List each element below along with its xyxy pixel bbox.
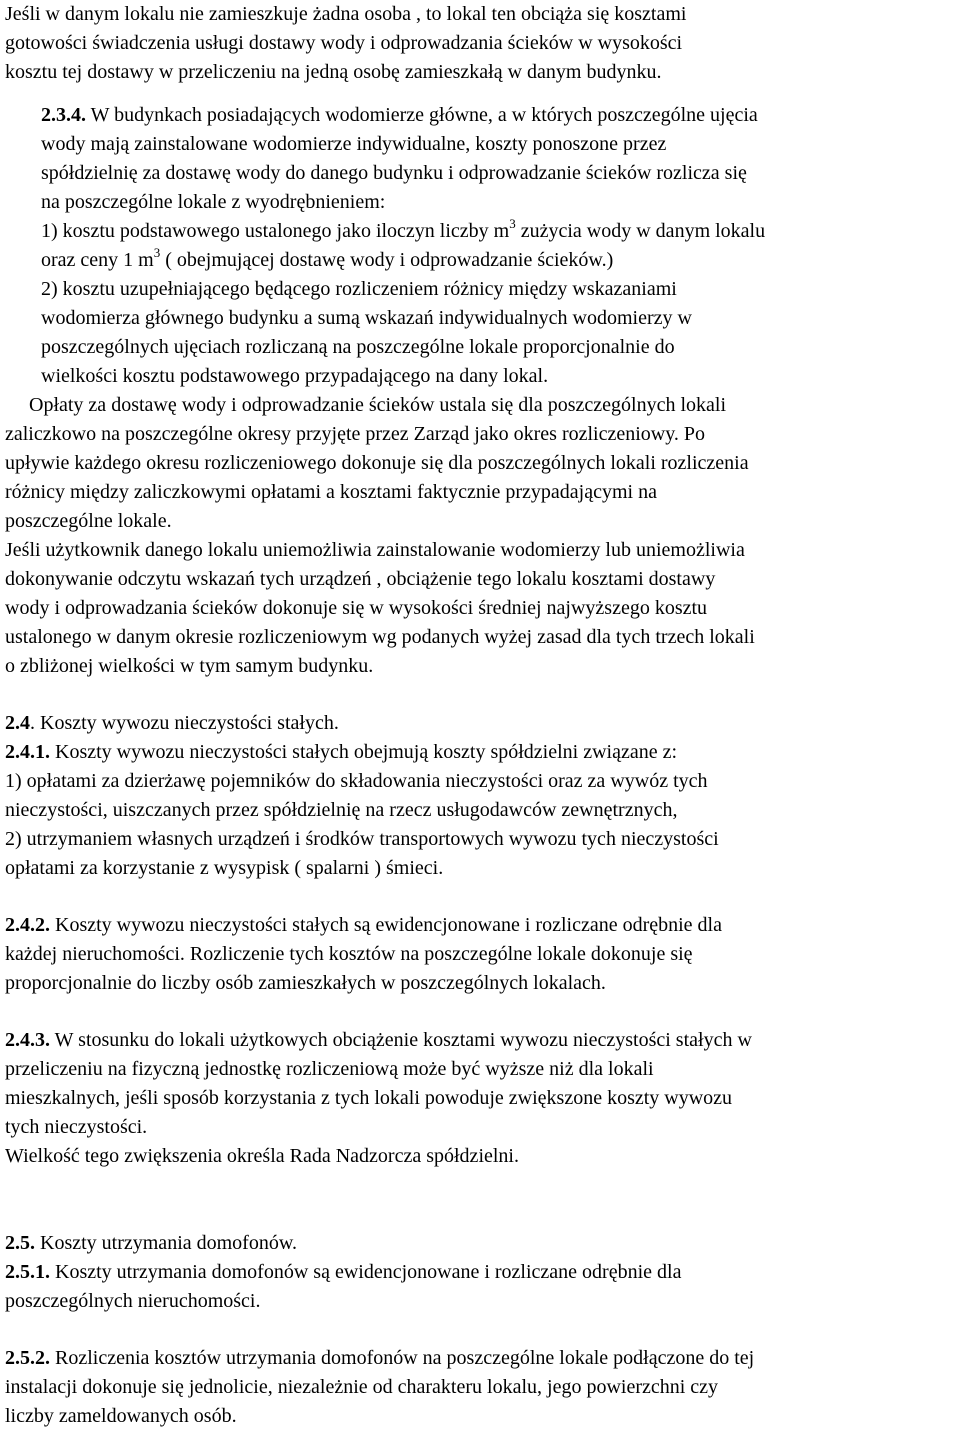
section-text: Koszty wywozu nieczystości stałych są ewidencjonowane i rozliczane odrębnie dla <box>50 914 722 936</box>
text-line: spółdzielnię za dostawę wody do danego budynku i odprowadzanie ścieków rozlicza się <box>41 162 747 184</box>
text-line: różnicy między zaliczkowymi opłatami a kosztami faktycznie przypadającymi na <box>5 481 657 503</box>
section-number: 2.4.3. <box>5 1029 50 1051</box>
section-2-4 <box>5 709 955 738</box>
spacer <box>5 998 955 1026</box>
section-2-5-1 <box>5 1258 955 1316</box>
section-number: 2.4.2. <box>5 914 50 936</box>
section-number: 2.5.1. <box>5 1261 50 1283</box>
section-number: 2.5.2. <box>5 1347 50 1369</box>
text-line: o zbliżonej wielkości w tym samym budynku. <box>5 655 374 677</box>
spacer <box>5 1316 955 1344</box>
section-text: W budynkach posiadających wodomierze główne, a w których poszczególne ujęcia <box>86 104 758 126</box>
text-line: Wielkość tego zwiększenia określa Rada Nadzorcza spółdzielni. <box>5 1145 519 1167</box>
text-line: opłatami za korzystanie z wysypisk ( spalarni ) śmieci. <box>5 857 444 879</box>
spacer <box>5 87 955 101</box>
text-line: zaliczkowo na poszczególne okresy przyjęte przez Zarząd jako okres rozliczeniowy. Po <box>5 423 706 445</box>
text-line: liczby zameldowanych osób. <box>5 1405 237 1427</box>
paragraph-intro <box>5 0 955 87</box>
section-number: 2.3.4. <box>41 104 86 126</box>
document-page <box>5 0 955 1431</box>
list-item-1: 1) kosztu podstawowego ustalonego jako iloczyn liczby $m^3$ zużycia wody w danym lokalu <box>41 216 766 242</box>
section-text: Rozliczenia kosztów utrzymania domofonów na poszczególne lokale podłączone do tej <box>50 1347 755 1369</box>
text-line: Opłaty za dostawę wody i odprowadzanie ścieków ustala się dla poszczególnych lokali <box>29 394 727 416</box>
text-line: dokonywanie odczytu wskazań tych urządzeń , obciążenie tego lokalu kosztami dostawy <box>5 568 716 590</box>
text-line: poszczególnych nieruchomości. <box>5 1290 261 1312</box>
section-heading-line <box>5 709 955 738</box>
text-line: Jeśli użytkownik danego lokalu uniemożliwia zainstalowanie wodomierzy lub uniemożliwia <box>5 539 745 561</box>
paragraph-oplaty <box>5 391 955 536</box>
section-heading-line <box>5 911 955 940</box>
section-2-4-3 <box>5 1026 955 1171</box>
text-line: 2) utrzymaniem własnych urządzeń i środków transportowych wywozu tych nieczystości <box>5 828 719 850</box>
section-number: 2.4.1. <box>5 741 50 763</box>
section-2-5-2 <box>5 1344 955 1431</box>
spacer <box>5 883 955 911</box>
text-line: tych nieczystości. <box>5 1116 148 1138</box>
paragraph-jesli <box>5 536 955 681</box>
text-line: kosztu tej dostawy w przeliczeniu na jedną osobę zamieszkałą w danym budynku. <box>5 61 662 83</box>
text-line: proporcjonalnie do liczby osób zamieszkałych w poszczególnych lokalach. <box>5 972 606 994</box>
list-item-1-cont: oraz ceny 1 $m^3$ ( obejmującej dostawę wody i odprowadzanie ścieków.) <box>41 245 614 271</box>
text-line: przeliczeniu na fizyczną jednostkę rozliczeniową może być wyższe niż dla lokali <box>5 1058 654 1080</box>
section-text: Koszty utrzymania domofonów. <box>35 1232 297 1254</box>
text-line: poszczególnych ujęciach rozliczaną na poszczególne lokale proporcjonalnie do <box>41 336 675 358</box>
text-line: poszczególne lokale. <box>5 510 172 532</box>
text-line: wody i odprowadzania ścieków dokonuje się w wysokości średniej najwyższego kosztu <box>5 597 708 619</box>
text-line: gotowości świadczenia usługi dostawy wody i odprowadzania ścieków w wysokości <box>5 32 683 54</box>
text-line: mieszkalnych, jeśli sposób korzystania z tych lokali powoduje zwiększone koszty wywozu <box>5 1087 733 1109</box>
section-heading-line <box>5 1344 955 1373</box>
section-text: W stosunku do lokali użytkowych obciążenie kosztami wywozu nieczystości stałych w <box>50 1029 752 1051</box>
section-text: Koszty utrzymania domofonów są ewidencjonowane i rozliczane odrębnie dla <box>50 1261 682 1283</box>
spacer <box>5 681 955 709</box>
section-text: Koszty wywozu nieczystości stałych obejmują koszty spółdzielni związane z: <box>50 741 678 763</box>
text-line: ustalonego w danym okresie rozliczeniowym wg podanych wyżej zasad dla tych trzech lokali <box>5 626 755 648</box>
section-2-4-2 <box>5 911 955 998</box>
section-2-3-4 <box>5 101 955 391</box>
text-line: nieczystości, uiszczanych przez spółdzielnię na rzecz usługodawców zewnętrznych, <box>5 799 678 821</box>
section-number: 2.4 <box>5 712 30 734</box>
text-line: wielkości kosztu podstawowego przypadającego na dany lokal. <box>41 365 549 387</box>
section-heading-line <box>5 1026 955 1055</box>
text-line: Jeśli w danym lokalu nie zamieszkuje żadna osoba , to lokal ten obciąża się kosztami <box>5 3 687 25</box>
text-line: na poszczególne lokale z wyodrębnieniem: <box>41 191 386 213</box>
text-line: każdej nieruchomości. Rozliczenie tych kosztów na poszczególne lokale dokonuje się <box>5 943 693 965</box>
text-line: instalacji dokonuje się jednolicie, niezależnie od charakteru lokalu, jego powierzchni czy <box>5 1376 719 1398</box>
section-heading-line <box>5 101 955 130</box>
section-heading-line <box>5 1258 955 1287</box>
section-number: 2.5. <box>5 1232 35 1254</box>
section-text: . Koszty wywozu nieczystości stałych. <box>30 712 339 734</box>
text-line: upływie każdego okresu rozliczeniowego dokonuje się dla poszczególnych lokali rozliczenia <box>5 452 749 474</box>
text-line: 1) opłatami za dzierżawę pojemników do składowania nieczystości oraz za wywóz tych <box>5 770 708 792</box>
text-line: wody mają zainstalowane wodomierze indywidualne, koszty ponoszone przez <box>41 133 667 155</box>
section-2-5 <box>5 1229 955 1258</box>
section-2-4-1 <box>5 738 955 883</box>
text-line: wodomierza głównego budynku a sumą wskazań indywidualnych wodomierzy w <box>41 307 692 329</box>
section-heading-line <box>5 738 955 767</box>
spacer <box>5 1171 955 1229</box>
section-heading-line <box>5 1229 955 1258</box>
list-item-2: 2) kosztu uzupełniającego będącego rozliczeniem różnicy między wskazaniami <box>41 278 677 300</box>
